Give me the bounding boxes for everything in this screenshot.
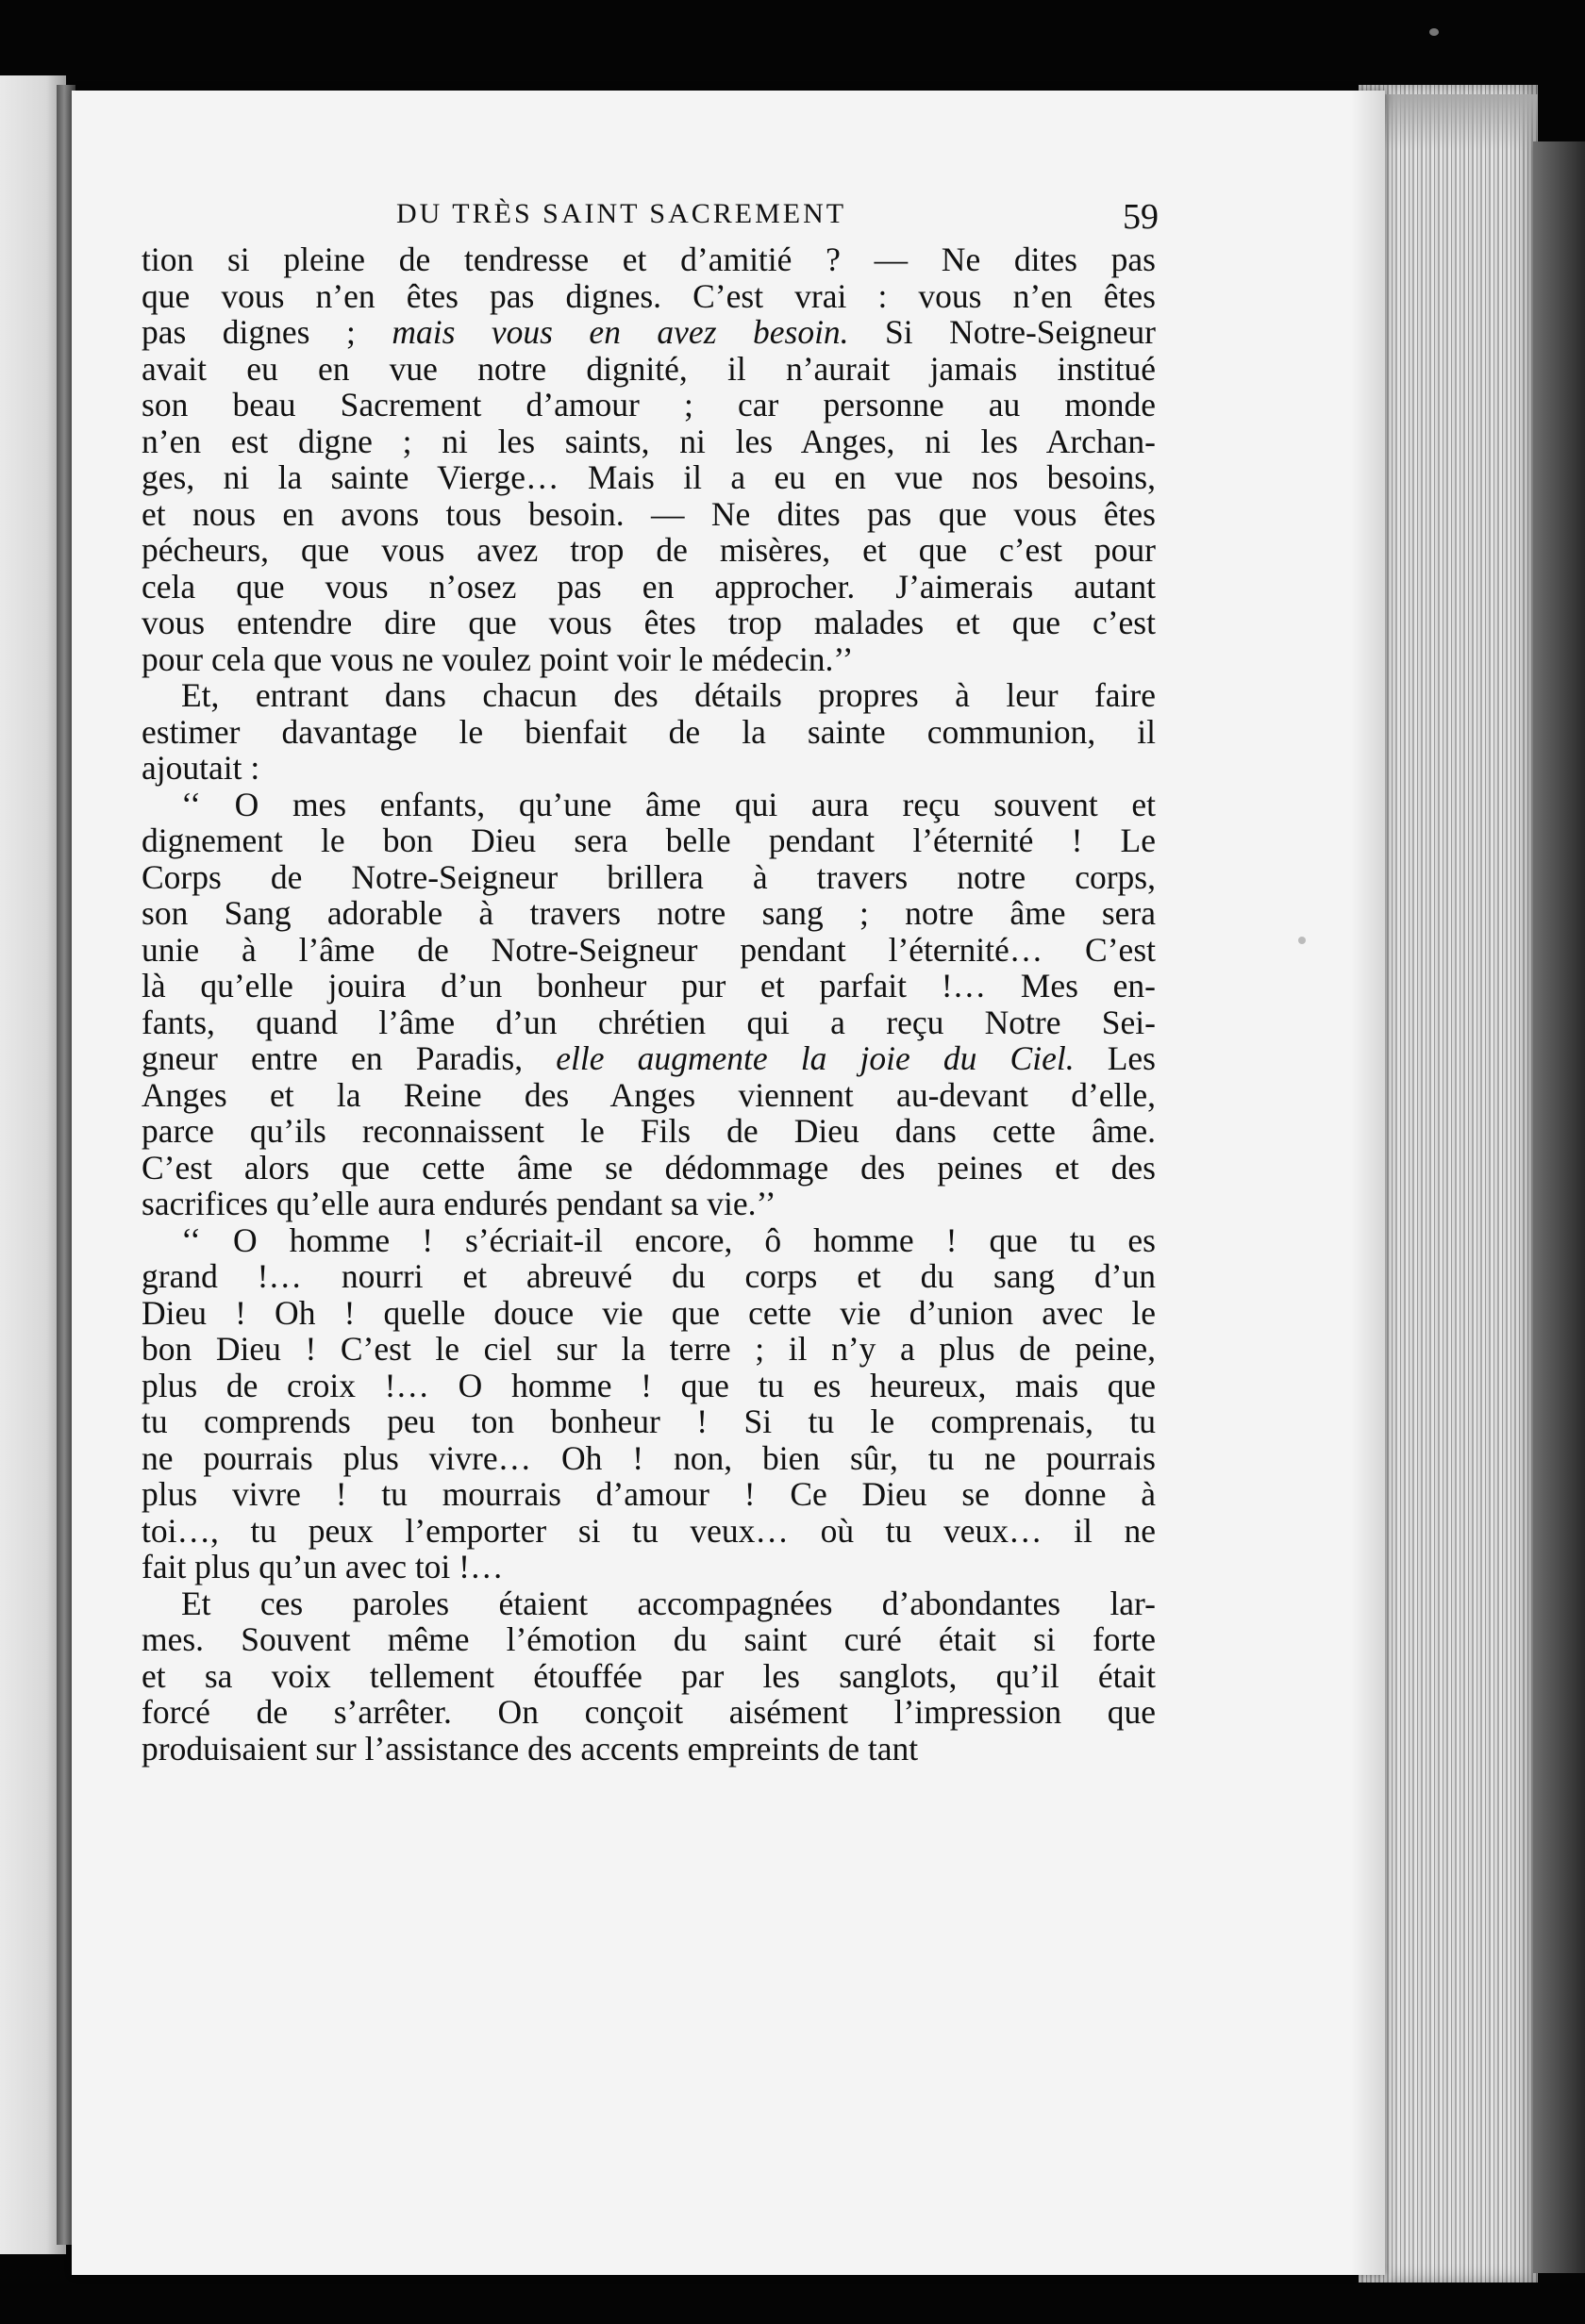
line-text: tu comprends peu ton bonheur ! Si tu le comprenais, tu (142, 1403, 1156, 1440)
line-text: ne pourrais plus vivre… Oh ! non, bien sûr, tu ne pourrais (142, 1438, 1156, 1477)
line-text: fait plus qu’un avec toi !… (142, 1548, 504, 1585)
line-text: toi…, tu peux l’emporter si tu veux… où tu veux… il ne (142, 1511, 1156, 1550)
line-text: parce qu’ils reconnaissent le Fils de Dieu dans cette âme. (142, 1112, 1156, 1150)
running-head: DU TRÈS SAINT SACREMENT (396, 198, 847, 229)
text-line (142, 895, 1156, 932)
page-header (142, 189, 1179, 245)
text-line (142, 1150, 1156, 1187)
text-line (142, 387, 1156, 423)
line-text: son beau Sacrement d’amour ; car personne au monde (142, 386, 1156, 423)
text-line (142, 787, 1156, 823)
line-text: Si Notre-Seigneur (848, 313, 1156, 351)
line-text: que vous n’en êtes pas dignes. C’est vrai : vous n’en êtes (142, 276, 1156, 315)
text-line (142, 968, 1156, 1004)
text-line (142, 1040, 1156, 1077)
text-line (142, 1440, 1156, 1477)
line-text: Anges et la Reine des Anges viennent au-devant d’elle, (142, 1075, 1156, 1114)
text-line (142, 822, 1156, 859)
text-line (142, 714, 1156, 751)
dust-speck (1429, 28, 1439, 36)
line-text: pas dignes ; (142, 313, 392, 351)
text-line (142, 1476, 1156, 1513)
line-text: ges, ni la sainte Vierge… Mais il a eu en vue nos besoins, (142, 458, 1156, 496)
text-line (142, 605, 1156, 641)
line-text: gneur entre en Paradis, (142, 1039, 557, 1077)
page-stack-shadow (1359, 94, 1538, 151)
line-text: Dieu ! Oh ! quelle douce vie que cette vie d’union avec le (142, 1293, 1156, 1332)
line-text: mes. Souvent même l’émotion du saint curé était si forte (142, 1620, 1156, 1658)
text-line (142, 459, 1156, 496)
line-text: ‘‘ O homme ! s’écriait-il encore, ô homme ! que tu es (181, 1220, 1156, 1259)
line-text: Et, entrant dans chacun des détails propres à leur faire (181, 676, 1156, 714)
text-line (142, 677, 1156, 714)
text-line (142, 1113, 1156, 1150)
body-text (142, 241, 1156, 1767)
text-line (142, 1331, 1156, 1368)
line-text: produisaient sur l’assistance des accents empreints de tant (142, 1729, 919, 1768)
line-text: pécheurs, que vous avez trop de misères, et que c’est pour (142, 531, 1156, 569)
line-text: unie à l’âme de Notre-Seigneur pendant l’éternité… C’est (142, 930, 1156, 969)
text-line (142, 932, 1156, 969)
text-line (142, 1295, 1156, 1332)
dust-speck (1298, 937, 1306, 944)
line-text: son Sang adorable à travers notre sang ; notre âme sera (142, 894, 1156, 932)
line-text: là qu’elle jouira d’un bonheur pur et parfait !… Mes en- (142, 967, 1156, 1004)
text-line (142, 496, 1156, 533)
line-text: et nous en avons tous besoin. — Ne dites pas que vous êtes (142, 494, 1156, 533)
line-text: Corps de Notre-Seigneur brillera à travers notre corps, (142, 857, 1156, 896)
line-text: vous entendre dire que vous êtes trop malades et que c’est (142, 604, 1156, 641)
line-text: sacrifices qu’elle aura endurés pendant sa vie.’’ (142, 1185, 776, 1222)
line-text: pour cela que vous ne voulez point voir le médecin.’’ (142, 639, 854, 678)
line-text: et sa voix tellement étouffée par les sanglots, qu’il était (142, 1656, 1156, 1695)
line-text: dignement le bon Dieu sera belle pendant l’éternité ! Le (142, 822, 1156, 859)
text-line (142, 750, 1156, 787)
text-line (142, 423, 1156, 460)
text-line (142, 1186, 1156, 1222)
text-line (142, 1731, 1156, 1768)
text-line (142, 241, 1156, 278)
line-text: bon Dieu ! C’est le ciel sur la terre ; il n’y a plus de peine, (142, 1330, 1156, 1368)
text-line (142, 1585, 1156, 1622)
line-text: tion si pleine de tendresse et d’amitié ? — Ne dites pas (142, 241, 1156, 278)
text-line (142, 314, 1156, 351)
line-text: ajoutait : (142, 749, 260, 787)
text-line (142, 1403, 1156, 1440)
text-line (142, 1004, 1156, 1041)
line-text: Les (1074, 1039, 1156, 1077)
page-number: 59 (1123, 197, 1159, 237)
line-text: fants, quand l’âme d’un chrétien qui a reçu Notre Sei- (142, 1003, 1156, 1041)
italic-phrase: elle augmente la joie du Ciel. (556, 1039, 1075, 1077)
line-text: avait eu en vue notre dignité, il n’aurait jamais institué (142, 349, 1156, 388)
italic-phrase: mais vous en avez besoin. (392, 313, 849, 351)
line-text: estimer davantage le bienfait de la sainte communion, il (142, 712, 1156, 751)
text-line (142, 1621, 1156, 1658)
text-line (142, 351, 1156, 388)
line-text: grand !… nourri et abreuvé du corps et du sang d’un (142, 1257, 1156, 1295)
line-text: plus vivre ! tu mourrais d’amour ! Ce Dieu se donne à (142, 1475, 1156, 1513)
text-line (142, 1549, 1156, 1585)
text-line (142, 1658, 1156, 1695)
book-cover-edge (1533, 141, 1585, 2273)
page-stack-edges (1359, 85, 1538, 2282)
text-line (142, 1694, 1156, 1731)
text-line (142, 641, 1156, 678)
text-line (142, 1513, 1156, 1550)
line-text: cela que vous n’osez pas en approcher. J’aimerais autant (142, 567, 1156, 606)
text-line (142, 1077, 1156, 1114)
text-line (142, 278, 1156, 315)
text-line (142, 532, 1156, 569)
text-line (142, 1222, 1156, 1259)
line-text: C’est alors que cette âme se dédommage des peines et des (142, 1148, 1156, 1187)
line-text: ‘‘ O mes enfants, qu’une âme qui aura reçu souvent et (181, 785, 1156, 823)
text-line (142, 1258, 1156, 1295)
text-line (142, 569, 1156, 606)
line-text: n’en est digne ; ni les saints, ni les Anges, ni les Archan- (142, 422, 1156, 460)
line-text: Et ces paroles étaient accompagnées d’abondantes lar- (181, 1584, 1156, 1622)
text-line (142, 859, 1156, 896)
line-text: forcé de s’arrêter. On conçoit aisément l’impression que (142, 1693, 1156, 1731)
text-line (142, 1368, 1156, 1404)
line-text: plus de croix !… O homme ! que tu es heureux, mais que (142, 1366, 1156, 1404)
